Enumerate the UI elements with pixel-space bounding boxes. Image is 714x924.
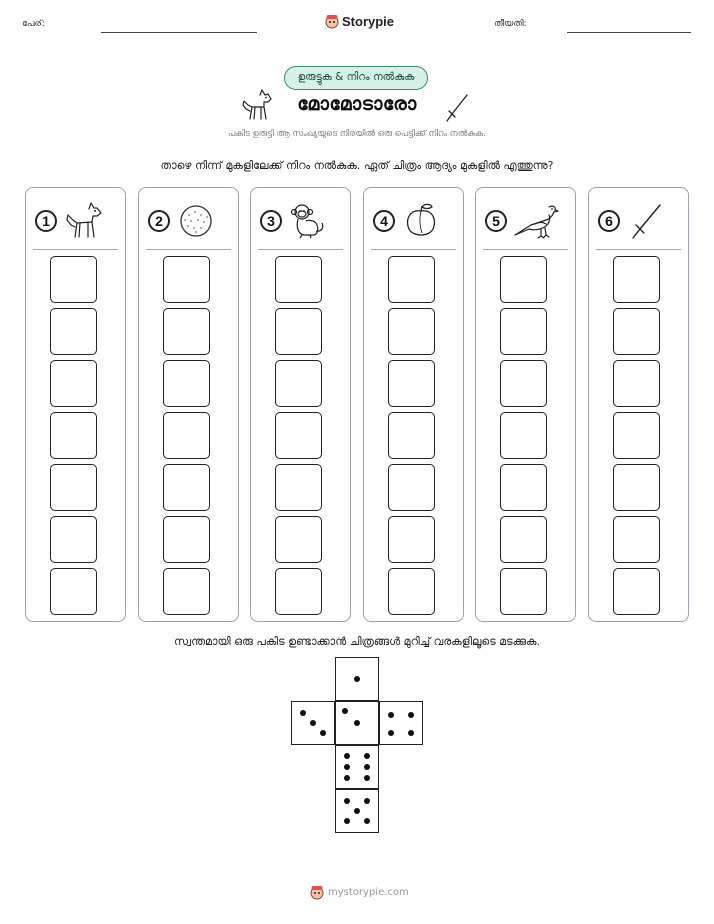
color-box[interactable] — [613, 412, 660, 459]
color-box[interactable] — [163, 412, 210, 459]
die-pip — [300, 710, 306, 716]
die-pip — [342, 708, 348, 714]
color-box[interactable] — [50, 464, 97, 511]
color-box[interactable] — [275, 412, 322, 459]
color-box[interactable] — [275, 308, 322, 355]
color-box[interactable] — [50, 308, 97, 355]
die-face-2 — [335, 701, 379, 745]
color-box[interactable] — [163, 256, 210, 303]
color-box[interactable] — [500, 360, 547, 407]
color-box[interactable] — [500, 516, 547, 563]
color-box[interactable] — [388, 360, 435, 407]
die-pip — [344, 818, 350, 824]
column-number: 2 — [148, 210, 170, 232]
color-box[interactable] — [500, 412, 547, 459]
color-box[interactable] — [613, 464, 660, 511]
color-box[interactable] — [388, 516, 435, 563]
color-box[interactable] — [500, 256, 547, 303]
color-box[interactable] — [388, 256, 435, 303]
color-box[interactable] — [50, 412, 97, 459]
dumpling-icon — [176, 201, 216, 241]
color-box[interactable] — [163, 464, 210, 511]
column-number: 5 — [485, 210, 507, 232]
column-4 — [363, 187, 464, 622]
date-label: തീയതി: — [494, 19, 527, 29]
die-pip — [388, 730, 394, 736]
color-box[interactable] — [500, 308, 547, 355]
footer-url[interactable]: mystorypie.com — [328, 886, 409, 898]
storypie-mascot-icon — [310, 884, 324, 900]
brand-name: Storypie — [342, 13, 395, 29]
sword-icon — [445, 93, 471, 123]
die-pip — [364, 798, 370, 804]
color-box[interactable] — [388, 464, 435, 511]
color-box[interactable] — [388, 308, 435, 355]
fold-instruction: സ്വന്തമായി ഒരു പകിട ഉണ്ടാക്കാൻ ചിത്രങ്ങൾ മുറിച്ച് വരകളിലൂടെ മടക്കുക. — [174, 635, 540, 648]
column-number: 1 — [35, 210, 57, 232]
color-box[interactable] — [388, 412, 435, 459]
color-box[interactable] — [388, 568, 435, 615]
column-1 — [25, 187, 126, 622]
die-pip — [364, 775, 370, 781]
name-label: പേര്: — [22, 19, 45, 29]
column-5 — [475, 187, 576, 622]
die-pip — [354, 808, 360, 814]
color-box[interactable] — [163, 516, 210, 563]
die-pip — [408, 712, 414, 718]
peach-icon — [401, 201, 441, 241]
color-box[interactable] — [50, 256, 97, 303]
color-box[interactable] — [275, 516, 322, 563]
die-pip — [320, 730, 326, 736]
die-face-5 — [335, 789, 379, 833]
die-pip — [344, 753, 350, 759]
die-pip — [364, 753, 370, 759]
die-face-3 — [291, 701, 335, 745]
color-box[interactable] — [275, 464, 322, 511]
die-pip — [344, 764, 350, 770]
die-pip — [408, 730, 414, 736]
dog-icon — [63, 201, 103, 241]
die-face-6 — [335, 745, 379, 789]
color-box[interactable] — [50, 516, 97, 563]
die-pip — [354, 676, 360, 682]
die-pip — [354, 720, 360, 726]
dog-icon — [240, 89, 274, 121]
name-line[interactable] — [101, 32, 257, 33]
sword-icon — [626, 201, 666, 241]
color-box[interactable] — [275, 360, 322, 407]
color-box[interactable] — [163, 308, 210, 355]
die-pip — [364, 764, 370, 770]
column-number: 6 — [598, 210, 620, 232]
activity-tag: ഉരുട്ടുക & നിറം നൽകുക — [284, 66, 428, 90]
color-box[interactable] — [613, 568, 660, 615]
column-6 — [588, 187, 689, 622]
color-box[interactable] — [163, 568, 210, 615]
color-box[interactable] — [275, 256, 322, 303]
die-pip — [364, 818, 370, 824]
brand-logo — [325, 13, 394, 29]
color-box[interactable] — [50, 360, 97, 407]
column-2 — [138, 187, 239, 622]
instruction: താഴെ നിന്ന് മുകളിലേക്ക് നിറം നൽകുക. ഏത് ചിത്രം ആദ്യം മുകളിൽ എത്തുന്നു? — [160, 159, 554, 172]
die-face-1 — [335, 657, 379, 701]
die-pip — [310, 720, 316, 726]
die-face-4 — [379, 701, 423, 745]
color-box[interactable] — [275, 568, 322, 615]
color-box[interactable] — [613, 256, 660, 303]
date-line[interactable] — [567, 32, 691, 33]
color-box[interactable] — [500, 464, 547, 511]
color-box[interactable] — [50, 568, 97, 615]
pheasant-icon — [513, 201, 561, 241]
die-pip — [388, 712, 394, 718]
storypie-mascot-icon — [325, 13, 339, 29]
subtitle: പകിട ഉരുട്ടി ആ സംഖ്യയുടെ നിരയിൽ ഒരു പെട്ടിക്ക് നിറം നൽകുക. — [228, 129, 486, 139]
page-title: മോമോടാരോ — [297, 93, 417, 115]
color-box[interactable] — [163, 360, 210, 407]
color-box[interactable] — [613, 308, 660, 355]
column-3 — [250, 187, 351, 622]
color-box[interactable] — [613, 516, 660, 563]
column-number: 3 — [260, 210, 282, 232]
color-box[interactable] — [613, 360, 660, 407]
column-number: 4 — [373, 210, 395, 232]
die-pip — [344, 798, 350, 804]
die-pip — [344, 775, 350, 781]
monkey-icon — [288, 201, 328, 241]
color-box[interactable] — [500, 568, 547, 615]
footer — [310, 884, 409, 900]
